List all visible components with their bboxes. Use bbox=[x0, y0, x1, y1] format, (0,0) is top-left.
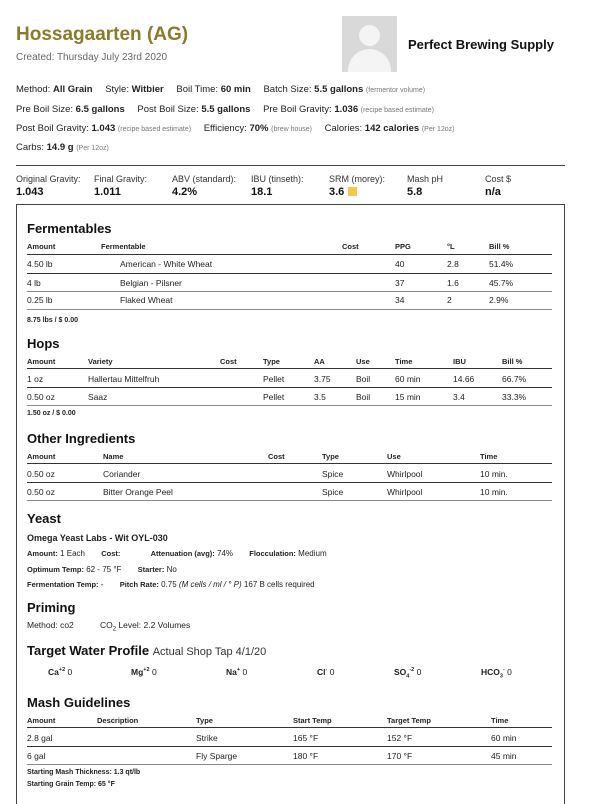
table-rule bbox=[27, 309, 552, 310]
table-rule bbox=[27, 500, 552, 501]
meta-row-3: Post Boil Gravity: 1.043 (recipe based estimate) Efficiency: 70% (brew house) Calories: 142 calories (Per 12oz) bbox=[16, 123, 455, 134]
yeast-row-3: Fermentation Temp: - Pitch Rate: 0.75 (M cells / ml / ° P) 167 B cells required bbox=[27, 580, 315, 589]
table-rule bbox=[27, 273, 552, 274]
col-header: Cost bbox=[220, 357, 237, 366]
col-header: Use bbox=[356, 357, 370, 366]
col-header: Amount bbox=[27, 357, 56, 366]
stat-ibu: IBU (tinseth): 18.1 bbox=[251, 174, 304, 198]
meta-row-4: Carbs: 14.9 g (Per 12oz) bbox=[16, 142, 109, 153]
col-header: °L bbox=[447, 242, 455, 251]
col-header: Amount bbox=[27, 452, 56, 461]
table-rule bbox=[27, 746, 552, 747]
col-header: IBU bbox=[453, 357, 466, 366]
mash-thickness: Starting Mash Thickness: 1.3 qt/lb bbox=[27, 769, 141, 776]
yeast-row-1: Amount: 1 Each Cost: Attenuation (avg): 74% Flocculation: Medium bbox=[27, 549, 327, 558]
yeast-name: Omega Yeast Labs - Wit OYL-030 bbox=[27, 533, 168, 543]
table-rule bbox=[27, 482, 552, 483]
col-header: Name bbox=[103, 452, 124, 461]
mash-heading: Mash Guidelines bbox=[27, 695, 131, 710]
col-header: Variety bbox=[88, 357, 113, 366]
col-header: Time bbox=[491, 716, 509, 725]
ion-sodium: Na+ 0 bbox=[226, 667, 248, 677]
table-rule bbox=[27, 368, 552, 369]
col-header: Description bbox=[97, 716, 139, 725]
table-rule bbox=[27, 727, 552, 728]
col-header: Type bbox=[196, 716, 213, 725]
fermentables-total: 8.75 lbs / $ 0.00 bbox=[27, 317, 78, 324]
table-rule bbox=[27, 254, 552, 255]
ion-sulfate: $SO_4^{-2}$ 0 bbox=[394, 667, 422, 680]
meta-row-1: Method: All Grain Style: Witbier Boil Time: 60 min Batch Size: 5.5 gallons (fermentor volume) bbox=[16, 84, 426, 95]
ingredients-panel bbox=[16, 204, 565, 804]
col-header: Bill % bbox=[502, 357, 523, 366]
created-date: Created: Thursday July 23rd 2020 bbox=[16, 52, 168, 63]
meta-row-2: Pre Boil Size: 6.5 gallons Post Boil Size: 5.5 gallons Pre Boil Gravity: 1.036 (recipe based estimate) bbox=[16, 104, 434, 115]
col-header: PPG bbox=[395, 242, 411, 251]
ion-calcium: $Ca^{+2}$ 0 bbox=[48, 667, 73, 677]
col-header: Amount bbox=[27, 716, 56, 725]
stat-srm: SRM (morey): 3.6 bbox=[329, 174, 385, 198]
col-header: Cost bbox=[342, 242, 359, 251]
hops-total: 1.50 oz / $ 0.00 bbox=[27, 410, 76, 417]
col-header: Type bbox=[263, 357, 280, 366]
grain-temp: Starting Grain Temp: 65 °F bbox=[27, 781, 115, 788]
col-header: Start Temp bbox=[293, 716, 332, 725]
stat-cost: Cost $ n/a bbox=[485, 174, 512, 198]
srm-color-swatch bbox=[348, 187, 357, 196]
recipe-title: Hossagaarten (AG) bbox=[16, 24, 189, 45]
stat-abv: ABV (standard): 4.2% bbox=[172, 174, 237, 198]
divider bbox=[16, 165, 565, 166]
col-header: Amount bbox=[27, 242, 56, 251]
col-header: Type bbox=[322, 452, 339, 461]
other-ingredients-heading: Other Ingredients bbox=[27, 431, 136, 446]
table-rule bbox=[27, 387, 552, 388]
stat-mash-ph: Mash pH 5.8 bbox=[407, 174, 444, 198]
col-header: Fermentable bbox=[101, 242, 146, 251]
ion-bicarbonate: $HCO_3^-$ 0 bbox=[481, 667, 512, 680]
table-rule bbox=[27, 291, 552, 292]
ion-chloride: Cl- 0 bbox=[317, 667, 335, 677]
water-profile-name: Actual Shop Tap 4/1/20 bbox=[152, 646, 267, 658]
table-rule bbox=[27, 463, 552, 464]
priming-method: Method: co2 bbox=[27, 620, 74, 630]
col-header: Time bbox=[480, 452, 498, 461]
co2-level: $CO_2$ Level: 2.2 Volumes bbox=[100, 620, 191, 633]
col-header: Cost bbox=[268, 452, 285, 461]
col-header: Bill % bbox=[489, 242, 510, 251]
stat-fg: Final Gravity: 1.011 bbox=[94, 174, 148, 198]
col-header: Time bbox=[395, 357, 413, 366]
hops-heading: Hops bbox=[27, 336, 60, 351]
yeast-heading: Yeast bbox=[27, 511, 61, 526]
supplier-name: Perfect Brewing Supply bbox=[408, 37, 554, 52]
priming-heading: Priming bbox=[27, 600, 76, 615]
col-header: Use bbox=[387, 452, 401, 461]
col-header: AA bbox=[314, 357, 325, 366]
water-profile-heading: Target Water Profile Actual Shop Tap 4/1/20 bbox=[27, 643, 267, 658]
fermentables-heading: Fermentables bbox=[27, 221, 112, 236]
yeast-row-2: Optimum Temp: 62 - 75 °F Starter: No bbox=[27, 565, 177, 574]
table-rule bbox=[27, 405, 552, 406]
col-header: Target Temp bbox=[387, 716, 431, 725]
avatar bbox=[342, 16, 397, 72]
table-rule bbox=[27, 764, 552, 765]
stat-og: Original Gravity: 1.043 bbox=[16, 174, 81, 198]
ion-magnesium: $Mg^{+2}$ 0 bbox=[131, 667, 157, 677]
